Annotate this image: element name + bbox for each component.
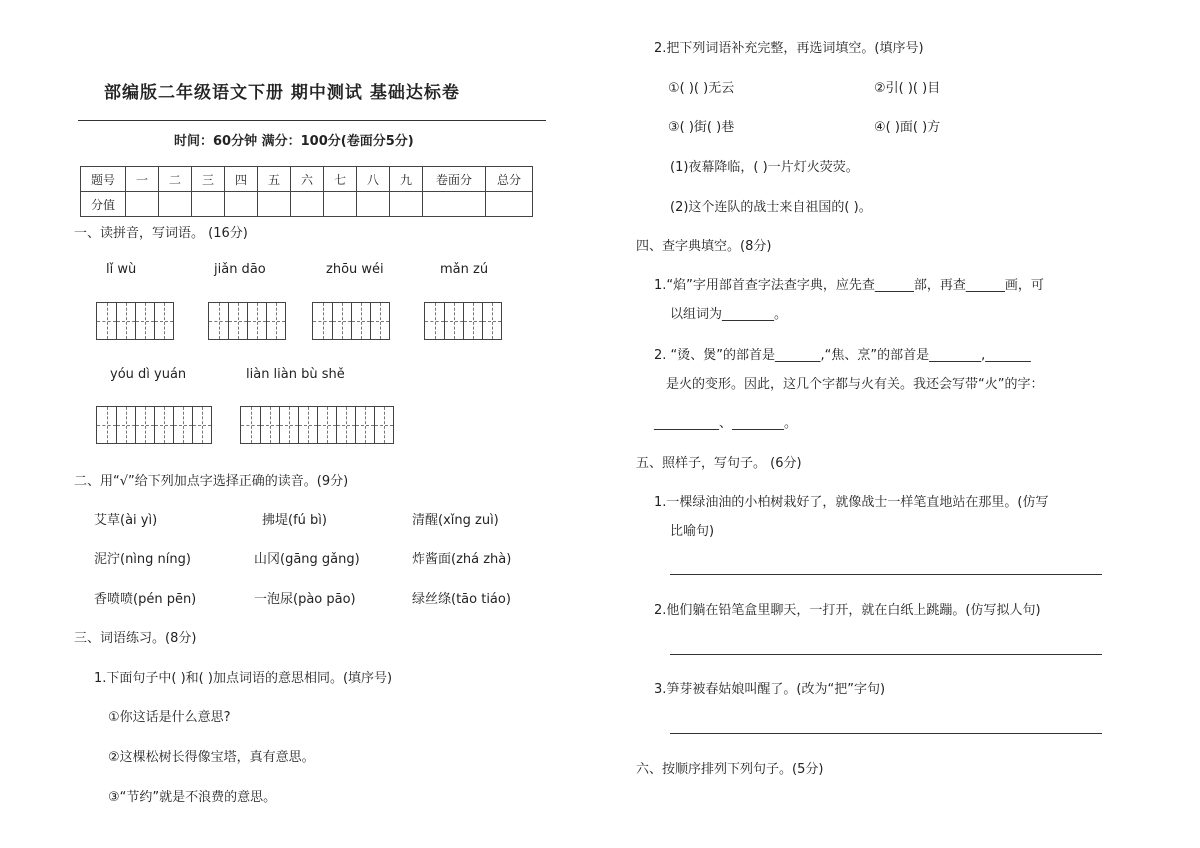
sentence-option: ③“节约”就是不浪费的意思。 <box>108 790 277 805</box>
score-header-cell: 九 <box>390 167 423 192</box>
score-cell[interactable] <box>192 192 225 217</box>
title-divider <box>78 120 546 121</box>
dictionary-question[interactable]: 1.“焰”字用部首查字法查字典，应先查______部，再查______画，可 <box>654 278 1044 293</box>
score-cell[interactable] <box>390 192 423 217</box>
score-header-cell: 总分 <box>486 167 533 192</box>
pinyin-prompt: lǐ wù <box>106 262 137 277</box>
pronunciation-item[interactable]: 香喷喷(pén pēn) <box>94 592 197 607</box>
score-cell[interactable] <box>126 192 159 217</box>
score-header-cell: 七 <box>324 167 357 192</box>
pinyin-prompt: yóu dì yuán <box>110 367 187 382</box>
pronunciation-item[interactable]: 炸酱面(zhá zhà) <box>412 552 512 567</box>
rewrite-question-3: 3.笋芽被春姑娘叫醒了。(改为“把”字句) <box>654 682 886 697</box>
score-cell[interactable] <box>423 192 486 217</box>
score-header-cell: 二 <box>159 167 192 192</box>
pinyin-prompt: zhōu wéi <box>326 262 384 277</box>
section-3-question-1: 1.下面句子中( )和( )加点词语的意思相同。(填序号) <box>94 671 393 686</box>
score-cell[interactable] <box>225 192 258 217</box>
score-header-cell: 一 <box>126 167 159 192</box>
pronunciation-item[interactable]: 一泡尿(pào pāo) <box>254 592 356 607</box>
score-cell[interactable] <box>357 192 390 217</box>
fire-character-blanks[interactable]: __________、________。 <box>654 416 798 431</box>
pronunciation-item[interactable]: 清醒(xǐng zuì) <box>412 513 499 528</box>
fill-sentence[interactable]: (1)夜幕降临，( )一片灯火荧荧。 <box>670 160 859 175</box>
answer-line[interactable] <box>670 574 1102 575</box>
section-6-heading: 六、按顺序排列下列句子。(5分) <box>636 762 824 777</box>
score-header-cell: 题号 <box>81 167 126 192</box>
section-3-question-2: 2.把下列词语补充完整，再选词填空。(填序号) <box>654 41 924 56</box>
writing-grid[interactable] <box>96 406 212 444</box>
rewrite-question-1-cont: 比喻句) <box>670 524 715 539</box>
radical-question[interactable]: 2. “烫、煲”的部首是_______,“焦、烹”的部首是________,_______ <box>654 348 1031 363</box>
section-4-heading: 四、查字典填空。(8分) <box>636 239 772 254</box>
answer-line[interactable] <box>670 654 1102 655</box>
section-2-heading: 二、用“√”给下列加点字选择正确的读音。(9分) <box>74 474 349 489</box>
score-row-label: 分值 <box>81 192 126 217</box>
score-cell[interactable] <box>486 192 533 217</box>
score-header-cell: 四 <box>225 167 258 192</box>
fill-sentence[interactable]: (2)这个连队的战士来自祖国的( )。 <box>670 200 872 215</box>
section-1-heading: 一、读拼音，写词语。 (16分) <box>74 226 248 241</box>
pronunciation-item[interactable]: 山冈(gāng gǎng) <box>254 552 360 567</box>
pinyin-prompt: mǎn zú <box>440 262 489 277</box>
rewrite-question-1: 1.一棵绿油油的小柏树栽好了，就像战士一样笔直地站在那里。(仿写 <box>654 495 1049 510</box>
writing-grid[interactable] <box>240 406 394 444</box>
dictionary-question-cont[interactable]: 以组词为________。 <box>670 307 788 322</box>
writing-grid[interactable] <box>208 302 286 340</box>
page-title: 部编版二年级语文下册 期中测试 基础达标卷 <box>104 83 460 103</box>
idiom-blank[interactable]: ③( )街( )巷 <box>668 120 735 135</box>
pinyin-prompt: liàn liàn bù shě <box>246 367 345 382</box>
pronunciation-item[interactable]: 绿丝绦(tāo tiáo) <box>412 592 511 607</box>
score-table <box>80 166 533 217</box>
pronunciation-item[interactable]: 泥泞(nìng níng) <box>94 552 191 567</box>
writing-grid[interactable] <box>312 302 390 340</box>
pronunciation-item[interactable]: 艾草(ài yì) <box>94 513 158 528</box>
pronunciation-item[interactable]: 拂堤(fú bì) <box>262 513 327 528</box>
score-header-cell: 三 <box>192 167 225 192</box>
idiom-blank[interactable]: ④( )面( )方 <box>874 120 941 135</box>
section-5-heading: 五、照样子，写句子。 (6分) <box>636 456 802 471</box>
writing-grid[interactable] <box>96 302 174 340</box>
rewrite-question-2: 2.他们躺在铅笔盒里聊天，一打开，就在白纸上跳蹦。(仿写拟人句) <box>654 603 1041 618</box>
score-header-cell: 卷面分 <box>423 167 486 192</box>
section-3-heading: 三、词语练习。(8分) <box>74 631 197 646</box>
idiom-blank[interactable]: ②引( )( )目 <box>874 81 941 96</box>
radical-question-cont: 是火的变形。因此，这几个字都与火有关。我还会写带“火”的字： <box>666 377 1044 392</box>
score-header-cell: 八 <box>357 167 390 192</box>
writing-grid[interactable] <box>424 302 502 340</box>
score-table-value-row <box>81 192 533 217</box>
score-cell[interactable] <box>324 192 357 217</box>
answer-line[interactable] <box>670 733 1102 734</box>
sentence-option: ②这棵松树长得像宝塔，真有意思。 <box>108 750 315 765</box>
idiom-blank[interactable]: ①( )( )无云 <box>668 81 735 96</box>
score-header-cell: 五 <box>258 167 291 192</box>
score-cell[interactable] <box>258 192 291 217</box>
score-cell[interactable] <box>291 192 324 217</box>
score-table-header-row <box>81 167 533 192</box>
exam-subtitle: 时间：60分钟 满分：100分(卷面分5分) <box>174 134 414 149</box>
score-cell[interactable] <box>159 192 192 217</box>
sentence-option: ①你这话是什么意思? <box>108 710 231 725</box>
pinyin-prompt: jiǎn dāo <box>214 262 266 277</box>
score-header-cell: 六 <box>291 167 324 192</box>
